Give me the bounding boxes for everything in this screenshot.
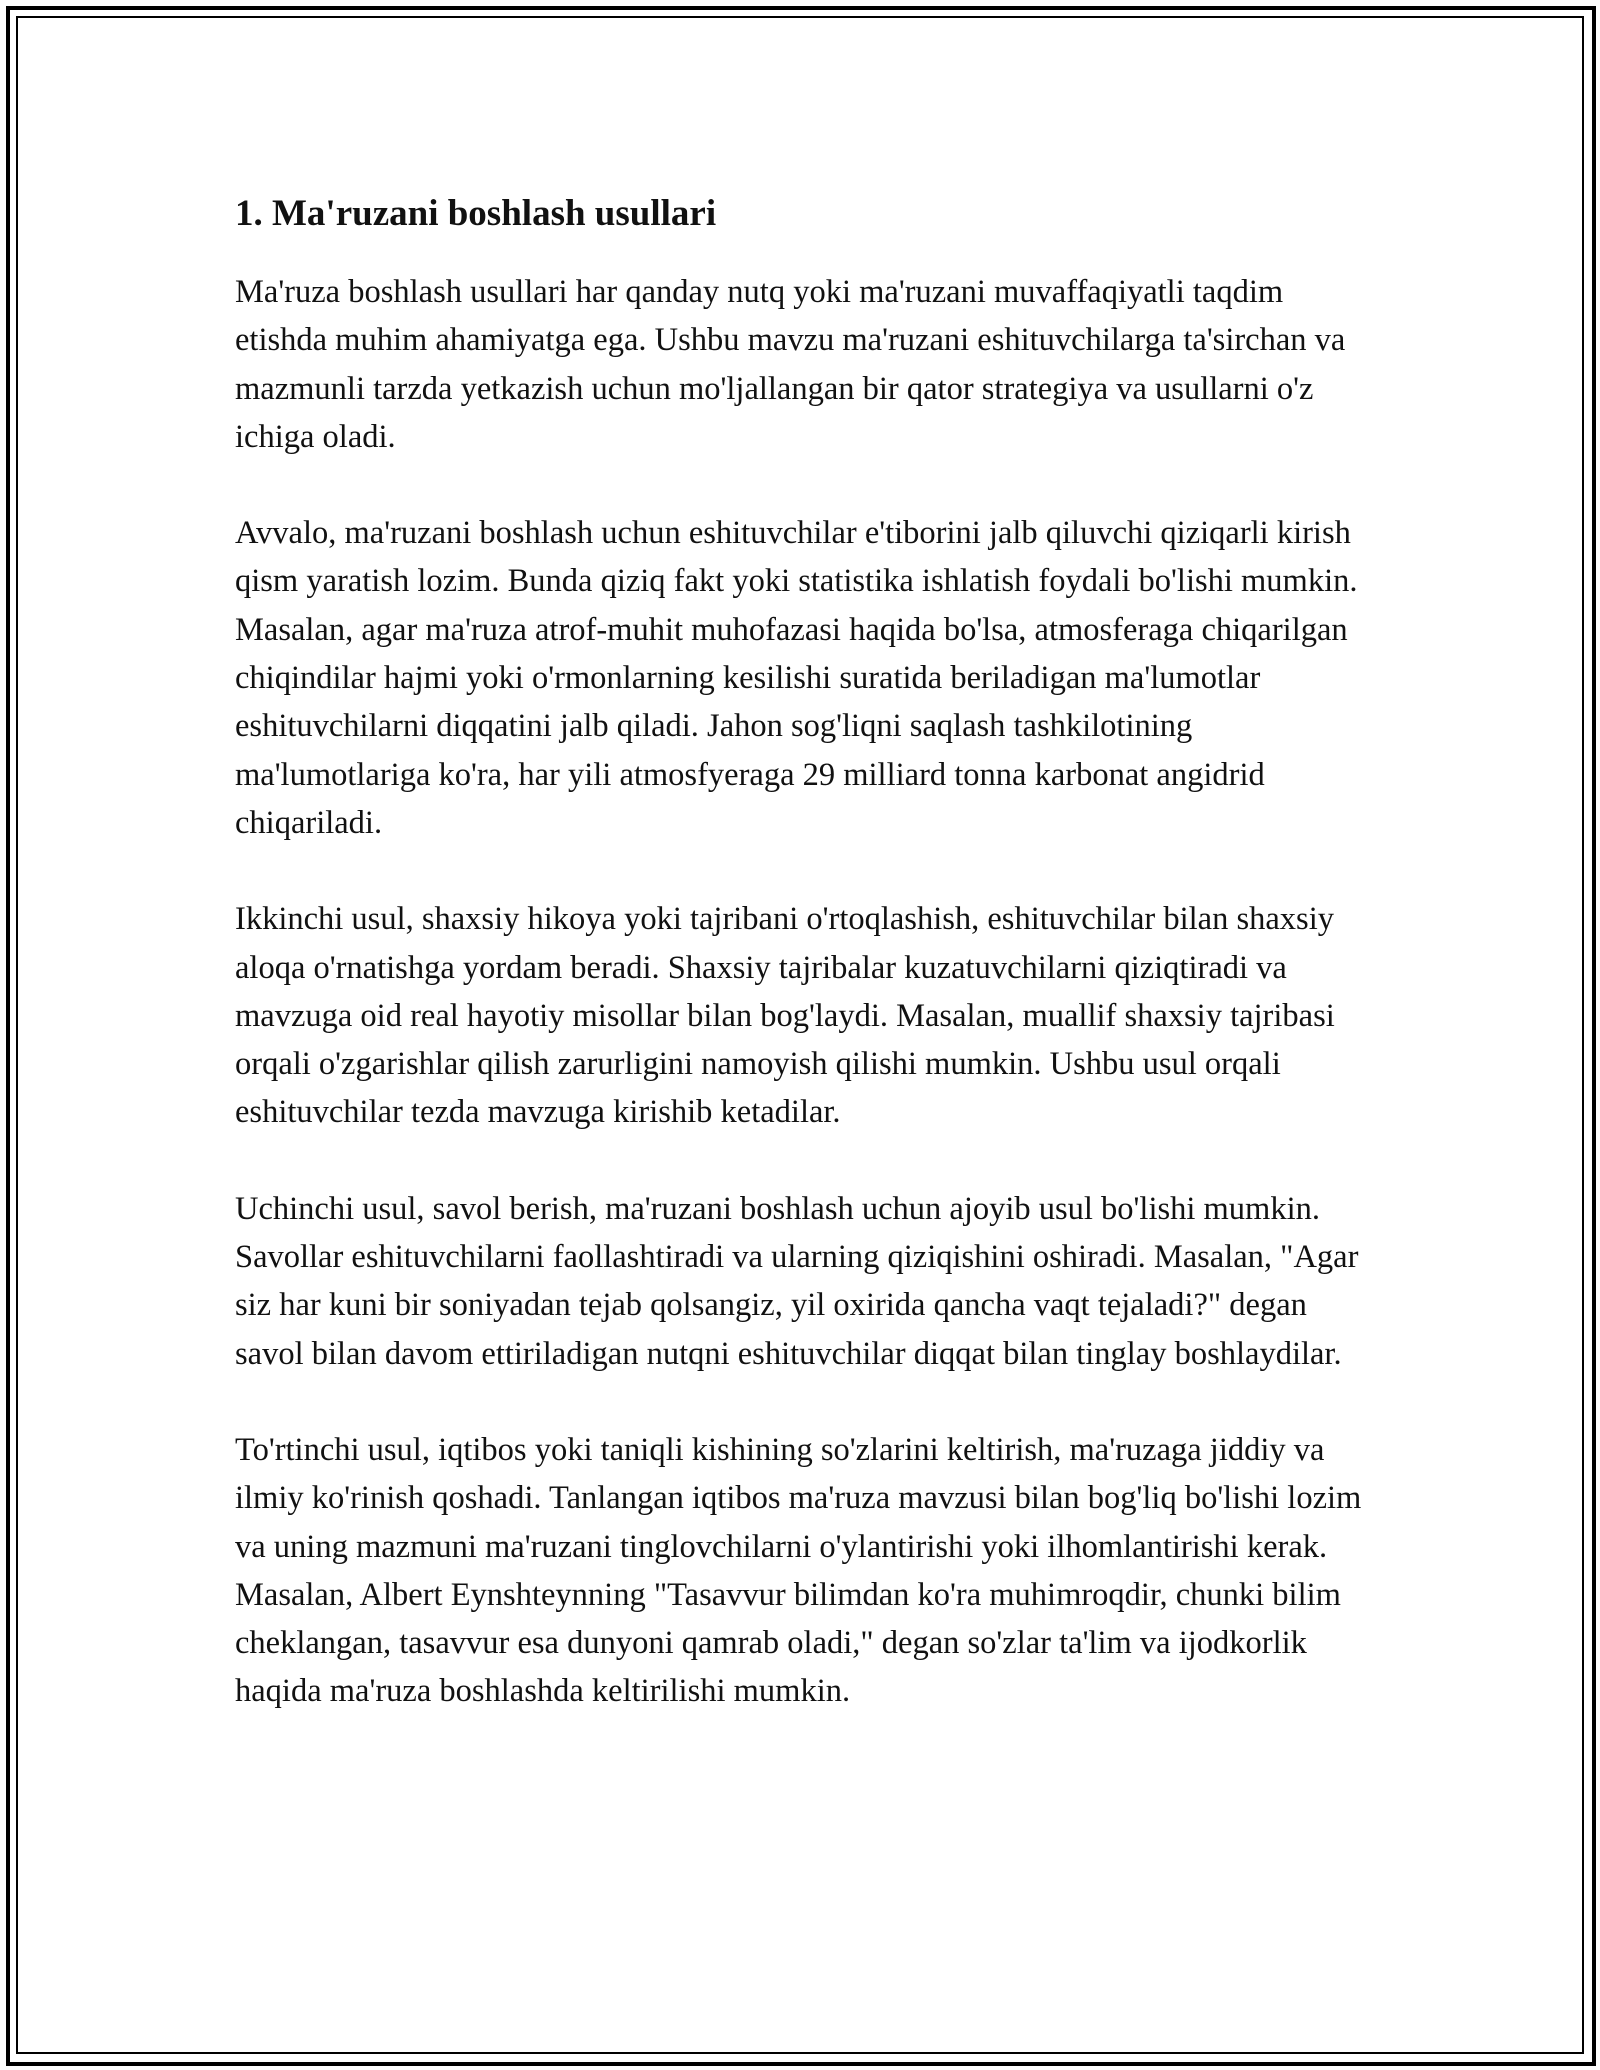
paragraph-third-method: Uchinchi usul, savol berish, ma'ruzani boshlash uchun ajoyib usul bo'lishi mumkin. Savollar eshituvchilarni faollashtiradi va ularning qiziqishini oshiradi. Masalan, "Agar siz har kuni bir soniyadan tejab qolsangiz, yil oxirida qancha vaqt tejaladi?" degan savol bilan davom ettiriladigan nutqni eshituvchilar diqqat bilan tinglay boshlaydilar. [235, 1190, 1359, 1372]
paragraph-second-method: Ikkinchi usul, shaxsiy hikoya yoki tajribani o'rtoqlashish, eshituvchilar bilan shaxsiy aloqa o'rnatishga yordam beradi. Shaxsiy tajribalar kuzatuvchilarni qiziqtiradi va mavzuga oid real hayotiy misollar bilan bog'laydi. Masalan, muallif shaxsiy tajribasi orqali o'zgarishlar qilish zarurligini namoyish qilishi mumkin. Ushbu usul orqali eshituvchilar tezda mavzuga kirishib ketadilar. [235, 901, 1335, 1131]
document-body [235, 188, 1375, 1764]
paragraph-fourth-method: To'rtinchi usul, iqtibos yoki taniqli kishining so'zlarini keltirish, ma'ruzaga jiddiy va ilmiy ko'rinish qoshadi. Tanlangan iqtibos ma'ruza mavzusi bilan bog'liq bo'lishi lozim va uning mazmuni ma'ruzani tinglovchilarni o'ylantirishi yoki ilhomlantirishi kerak. Masalan, Albert Eynshteynning "Tasavvur bilimdan ko'ra muhimroqdir, chunki bilim cheklangan, tasavvur esa dunyoni qamrab oladi," degan so'zlar ta'lim va ijodkorlik haqida ma'ruza boshlashda keltirilishi mumkin. [235, 1431, 1362, 1710]
section-title: 1. Ma'ruzani boshlash usullari [235, 193, 717, 234]
paragraph-first-method: Avvalo, ma'ruzani boshlash uchun eshituvchilar e'tiborini jalb qiluvchi qiziqarli kirish qism yaratish lozim. Bunda qiziq fakt yoki statistika ishlatish foydali bo'lishi mumkin. Masalan, agar ma'ruza atrof-muhit muhofazasi haqida bo'lsa, atmosferaga chiqarilgan chiqindilar hajmi yoki o'rmonlarning kesilishi suratida beriladigan ma'lumotlar eshituvchilarni diqqatini jalb qiladi. Jahon sog'liqni saqlash tashkilotining ma'lumotlariga ko'ra, har yili atmosfyeraga 29 milliard tonna karbonat angidrid chiqariladi. [235, 515, 1358, 841]
paragraph-intro: Ma'ruza boshlash usullari har qanday nutq yoki ma'ruzani muvaffaqiyatli taqdim etishda muhim ahamiyatga ega. Ushbu mavzu ma'ruzani eshituvchilarga ta'sirchan va mazmunli tarzda yetkazish uchun mo'ljallangan bir qator strategiya va usullarni o'z ichiga oladi. [235, 274, 1346, 455]
